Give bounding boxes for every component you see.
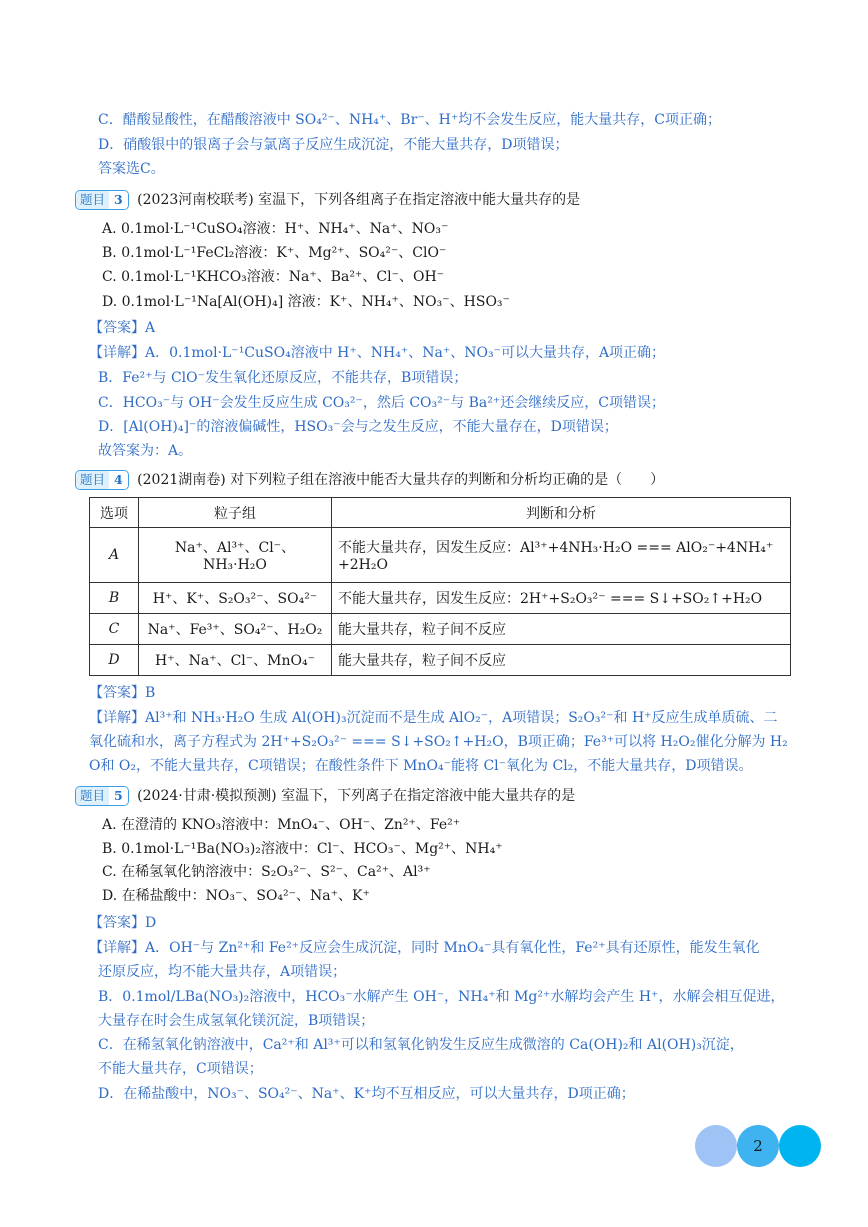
table-cell: B [90,583,139,614]
answer-line: 【答案】D [89,915,157,931]
answer-line: 【答案】A [89,320,156,336]
explain-line: 还原反应，均不能大量共存，A项错误； [98,964,347,980]
table-cell: H⁺、K⁺、S₂O₃²⁻、SO₄²⁻ [139,583,332,614]
table-cell: A [90,528,139,583]
table-cell: C [90,614,139,645]
table-row [90,614,791,645]
table-header: 判断和分析 [332,498,791,528]
answer-line: 【答案】B [89,685,156,701]
table-cell: D [90,645,139,676]
table-cell [332,528,791,583]
table-header: 粒子组 [139,498,332,528]
option-d: D. 0.1mol·L⁻¹Na[Al(OH)₄] 溶液：K⁺、NH₄⁺、NO₃⁻、HSO₃⁻ [102,294,510,310]
explain-line: D．硝酸银中的银离子会与氯离子反应生成沉淀，不能大量共存，D项错误； [98,137,569,153]
question-badge [75,786,129,806]
table-cell: Na⁺、Fe³⁺、SO₄²⁻、H₂O₂ [139,614,332,645]
question-stem: (2023河南校联考) 室温下，下列各组离子在指定溶液中能大量共存的是 [137,192,581,208]
analysis-text: 不能大量共存，因发生反应：Al³⁺+4NH₃·H₂O === AlO₂⁻+4NH₄⁺ [338,540,774,556]
question-4-header [75,469,664,491]
table-row [90,528,791,583]
badge-number: 5 [109,787,128,805]
option-a: A. 0.1mol·L⁻¹CuSO₄溶液：H⁺、NH₄⁺、Na⁺、NO₃⁻ [102,221,449,237]
option-b: B. 0.1mol·L⁻¹Ba(NO₃)₂溶液中：Cl⁻、HCO₃⁻、Mg²⁺、NH₄⁺ [102,841,503,857]
explain-line: C．在稀氢氧化钠溶液中，Ca²⁺和 Al³⁺可以和氢氧化钠发生反应生成微溶的 Ca(OH)₂和 Al(OH)₃沉淀， [98,1037,744,1053]
page-number-badge [695,1125,825,1169]
explain-line: 【详解】A．0.1mol·L⁻¹CuSO₄溶液中 H⁺、NH₄⁺、Na⁺、NO₃⁻可以大量共存，A项正确； [89,345,666,361]
table-cell: Na⁺、Al³⁺、Cl⁻、NH₃·H₂O [139,528,332,583]
option-b: B. 0.1mol·L⁻¹FeCl₂溶液：K⁺、Mg²⁺、SO₄²⁻、ClO⁻ [102,245,447,261]
option-c: C. 在稀氢氧化钠溶液中：S₂O₃²⁻、S²⁻、Ca²⁺、Al³⁺ [102,864,431,880]
decor-circle [779,1125,821,1167]
badge-number: 4 [109,471,128,489]
explain-line: D．在稀盐酸中，NO₃⁻、SO₄²⁻、Na⁺、K⁺均不互相反应，可以大量共存，D项正确； [98,1086,635,1102]
badge-number: 3 [109,191,128,209]
question-stem: (2024·甘肃·模拟预测) 室温下，下列离子在指定溶液中能大量共存的是 [137,788,576,804]
table-row [90,583,791,614]
table-cell: 能大量共存，粒子间不反应 [332,645,791,676]
question-badge [75,470,129,490]
analysis-text: +2H₂O [338,557,388,573]
options-table [89,497,791,676]
explain-line: O和 O₂，不能大量共存，C项错误；在酸性条件下 MnO₄⁻能将 Cl⁻氧化为 Cl₂，不能大量共存，D项错误。 [89,758,753,774]
question-5-header [75,785,575,807]
option-a: A. 在澄清的 KNO₃溶液中：MnO₄⁻、OH⁻、Zn²⁺、Fe²⁺ [102,817,461,833]
table-cell: H⁺、Na⁺、Cl⁻、MnO₄⁻ [139,645,332,676]
badge-label: 题目 [76,471,109,489]
option-d: D. 在稀盐酸中：NO₃⁻、SO₄²⁻、Na⁺、K⁺ [102,888,370,904]
explain-line: 大量存在时会生成氢氧化镁沉淀，B项错误； [98,1013,375,1029]
explain-line: 【详解】Al³⁺和 NH₃·H₂O 生成 Al(OH)₃沉淀而不是生成 AlO₂⁻，A项错误；S₂O₃²⁻和 H⁺反应生成单质硫、二 [89,710,778,726]
explain-line: 【详解】A．OH⁻与 Zn²⁺和 Fe²⁺反应会生成沉淀，同时 MnO₄⁻具有氧化性，Fe²⁺具有还原性，能发生氧化 [89,940,760,956]
explain-line: 答案选C。 [98,161,165,177]
question-3-header [75,189,580,211]
explain-line: 氧化硫和水，离子方程式为 2H⁺+S₂O₃²⁻ === S↓+SO₂↑+H₂O，B项正确；Fe³⁺可以将 H₂O₂催化分解为 H₂ [89,734,788,750]
question-badge [75,190,129,210]
option-c: C. 0.1mol·L⁻¹KHCO₃溶液：Na⁺、Ba²⁺、Cl⁻、OH⁻ [102,269,445,285]
badge-label: 题目 [76,787,109,805]
table-cell: 能大量共存，粒子间不反应 [332,614,791,645]
explain-line: 不能大量共存，C项错误； [98,1061,263,1077]
table-row [90,645,791,676]
explain-line: 故答案为：A。 [98,443,193,459]
question-stem: (2021湖南卷) 对下列粒子组在溶液中能否大量共存的判断和分析均正确的是（ ） [137,472,665,488]
table-header: 选项 [90,498,139,528]
page-number: 2 [753,1137,763,1155]
explain-line: B．0.1mol/LBa(NO₃)₂溶液中，HCO₃⁻水解产生 OH⁻，NH₄⁺和 Mg²⁺水解均会产生 H⁺，水解会相互促进， [98,989,785,1005]
explain-line: B．Fe²⁺与 ClO⁻发生氧化还原反应，不能共存，B项错误； [98,370,468,386]
table-header-row [90,498,791,528]
explain-line: C．醋酸显酸性，在醋酸溶液中 SO₄²⁻、NH₄⁺、Br⁻、H⁺均不会发生反应，能大量共存，C项正确； [98,112,721,128]
decor-circle [695,1125,737,1167]
badge-label: 题目 [76,191,109,209]
explain-line: D．[Al(OH)₄]⁻的溶液偏碱性，HSO₃⁻会与之发生反应，不能大量存在，D项错误； [98,419,618,435]
table-cell: 不能大量共存，因发生反应：2H⁺+S₂O₃²⁻ === S↓+SO₂↑+H₂O [332,583,791,614]
explain-line: C．HCO₃⁻与 OH⁻会发生反应生成 CO₃²⁻，然后 CO₃²⁻与 Ba²⁺还会继续反应，C项错误； [98,395,665,411]
